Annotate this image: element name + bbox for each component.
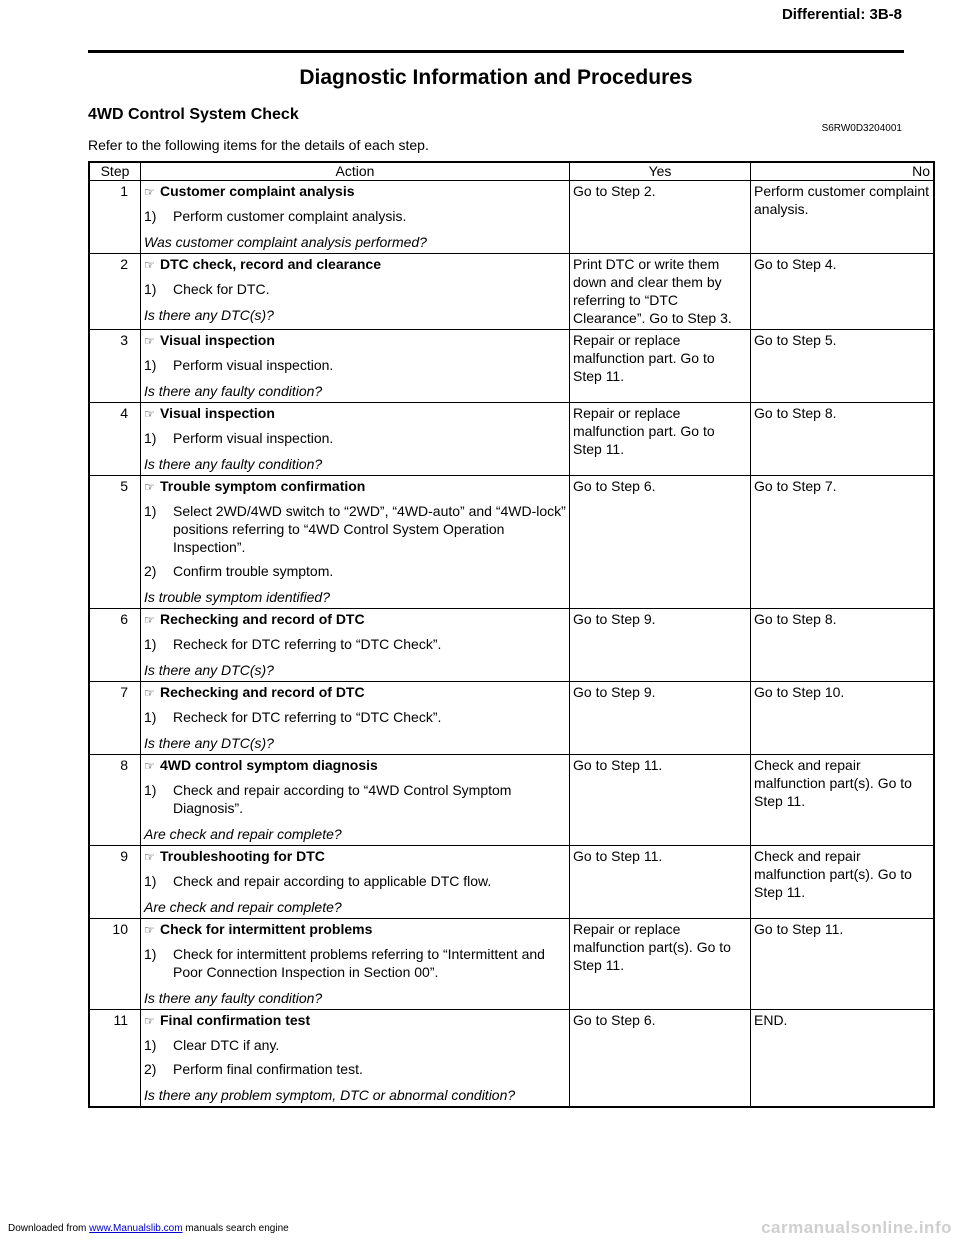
hand-pointing-icon: ☞	[144, 407, 155, 421]
section-title: 4WD Control System Check	[88, 106, 299, 123]
action-title: 4WD control symptom diagnosis	[160, 757, 378, 773]
action-cell	[141, 846, 570, 919]
action-heading	[144, 331, 566, 350]
no-result: END.	[751, 1010, 935, 1108]
action-heading	[144, 756, 566, 775]
no-result: Go to Step 4.	[751, 254, 935, 330]
instruction-text: Check and repair according to applicable DTC flow.	[173, 873, 492, 889]
action-question: Is there any faulty condition?	[144, 456, 323, 472]
yes-result: Print DTC or write them down and clear them by referring to “DTC Clearance”. Go to Step 3.	[570, 254, 751, 330]
header-divider	[88, 50, 904, 53]
action-heading	[144, 404, 566, 423]
instruction-text: Check for DTC.	[173, 281, 270, 297]
step-number: 6	[89, 609, 141, 682]
action-question: Are check and repair complete?	[144, 826, 342, 842]
step-number: 10	[89, 919, 141, 1010]
hand-pointing-icon: ☞	[144, 480, 155, 494]
step-number: 8	[89, 755, 141, 846]
hand-pointing-icon: ☞	[144, 1014, 155, 1028]
instruction-text: Check and repair according to “4WD Control Symptom Diagnosis”.	[173, 782, 512, 816]
hand-pointing-icon: ☞	[144, 759, 155, 773]
action-cell	[141, 330, 570, 403]
action-instruction	[144, 635, 566, 653]
action-instruction	[144, 872, 566, 890]
hand-pointing-icon: ☞	[144, 185, 155, 199]
no-result: Go to Step 11.	[751, 919, 935, 1010]
instruction-number: 2)	[144, 563, 157, 579]
manualslib-link[interactable]: www.Manualslib.com	[89, 1223, 183, 1234]
instruction-text: Confirm trouble symptom.	[173, 563, 334, 579]
action-cell	[141, 919, 570, 1010]
instruction-text: Recheck for DTC referring to “DTC Check”.	[173, 636, 442, 652]
action-instruction	[144, 1036, 566, 1054]
instruction-text: Perform visual inspection.	[173, 357, 334, 373]
instruction-text: Check for intermittent problems referring to “Intermittent and Poor Connection Inspection in Section 00”.	[173, 946, 545, 980]
step-number: 7	[89, 682, 141, 755]
action-title: Customer complaint analysis	[160, 183, 355, 199]
instruction-number: 1)	[144, 946, 157, 962]
action-instruction	[144, 502, 566, 556]
yes-result: Go to Step 9.	[570, 682, 751, 755]
action-cell	[141, 181, 570, 254]
header-step: Step	[89, 162, 141, 181]
action-title: Visual inspection	[160, 332, 275, 348]
action-instruction	[144, 356, 566, 374]
table-row	[89, 919, 934, 1010]
action-title: Visual inspection	[160, 405, 275, 421]
yes-result: Repair or replace malfunction part. Go to Step 11.	[570, 330, 751, 403]
action-title: Rechecking and record of DTC	[160, 611, 365, 627]
action-title: Check for intermittent problems	[160, 921, 373, 937]
action-heading	[144, 610, 566, 629]
table-row	[89, 755, 934, 846]
step-number: 2	[89, 254, 141, 330]
action-title: Trouble symptom confirmation	[160, 478, 366, 494]
action-title: Final confirmation test	[160, 1012, 311, 1028]
no-result: Check and repair malfunction part(s). Go to Step 11.	[751, 846, 935, 919]
step-number: 11	[89, 1010, 141, 1108]
action-title: DTC check, record and clearance	[160, 256, 381, 272]
instruction-text: Select 2WD/4WD switch to “2WD”, “4WD-auto” and “4WD-lock” positions referring to “4WD Control System Operation Inspection”.	[173, 503, 566, 555]
action-instruction	[144, 1060, 566, 1078]
action-cell	[141, 755, 570, 846]
yes-result: Repair or replace malfunction part(s). Go to Step 11.	[570, 919, 751, 1010]
table-row	[89, 330, 934, 403]
instruction-text: Clear DTC if any.	[173, 1037, 280, 1053]
instruction-number: 2)	[144, 1061, 157, 1077]
action-cell	[141, 476, 570, 609]
page-title: Diagnostic Information and Procedures	[299, 66, 693, 89]
action-question: Is there any faulty condition?	[144, 383, 323, 399]
action-heading	[144, 920, 566, 939]
instruction-text: Perform visual inspection.	[173, 430, 334, 446]
action-instruction	[144, 429, 566, 447]
header-no: No	[751, 162, 935, 181]
action-heading	[144, 683, 566, 702]
instruction-number: 1)	[144, 782, 157, 798]
table-row	[89, 476, 934, 609]
action-instruction	[144, 280, 566, 298]
footer-prefix: Downloaded from	[8, 1223, 90, 1234]
instruction-number: 1)	[144, 208, 157, 224]
header-action: Action	[141, 162, 570, 181]
footer-suffix: manuals search engine	[182, 1223, 289, 1234]
instruction-text: Perform customer complaint analysis.	[173, 208, 407, 224]
action-instruction	[144, 562, 566, 580]
instruction-number: 1)	[144, 281, 157, 297]
intro-text: Refer to the following items for the details of each step.	[88, 137, 429, 153]
action-heading	[144, 182, 566, 201]
step-number: 4	[89, 403, 141, 476]
action-instruction	[144, 708, 566, 726]
section-code: S6RW0D3204001	[821, 123, 902, 134]
action-question: Is there any DTC(s)?	[144, 735, 274, 751]
no-result: Check and repair malfunction part(s). Go to Step 11.	[751, 755, 935, 846]
yes-result: Go to Step 11.	[570, 755, 751, 846]
yes-result: Go to Step 6.	[570, 476, 751, 609]
hand-pointing-icon: ☞	[144, 686, 155, 700]
action-question: Are check and repair complete?	[144, 899, 342, 915]
action-question: Is there any DTC(s)?	[144, 307, 274, 323]
yes-result: Go to Step 9.	[570, 609, 751, 682]
no-result: Go to Step 10.	[751, 682, 935, 755]
instruction-number: 1)	[144, 430, 157, 446]
header-yes: Yes	[570, 162, 751, 181]
hand-pointing-icon: ☞	[144, 613, 155, 627]
instruction-text: Perform final confirmation test.	[173, 1061, 363, 1077]
action-title: Rechecking and record of DTC	[160, 684, 365, 700]
table-header-row	[89, 162, 934, 181]
action-heading	[144, 1011, 566, 1030]
table-row	[89, 181, 934, 254]
instruction-number: 1)	[144, 1037, 157, 1053]
action-title: Troubleshooting for DTC	[160, 848, 325, 864]
table-row	[89, 609, 934, 682]
download-footer	[8, 1223, 289, 1234]
instruction-number: 1)	[144, 503, 157, 519]
hand-pointing-icon: ☞	[144, 923, 155, 937]
step-number: 1	[89, 181, 141, 254]
instruction-number: 1)	[144, 636, 157, 652]
hand-pointing-icon: ☞	[144, 258, 155, 272]
action-heading	[144, 255, 566, 274]
yes-result: Go to Step 2.	[570, 181, 751, 254]
action-instruction	[144, 781, 566, 817]
action-heading	[144, 477, 566, 496]
hand-pointing-icon: ☞	[144, 334, 155, 348]
action-instruction	[144, 945, 566, 981]
step-number: 5	[89, 476, 141, 609]
watermark: carmanualsonline.info	[761, 1218, 952, 1237]
action-question: Is trouble symptom identified?	[144, 589, 330, 605]
yes-result: Repair or replace malfunction part. Go to Step 11.	[570, 403, 751, 476]
action-question: Is there any DTC(s)?	[144, 662, 274, 678]
diagnosis-steps-table	[88, 161, 935, 1108]
table-row	[89, 254, 934, 330]
action-cell	[141, 609, 570, 682]
page-header-title: Differential: 3B-8	[781, 6, 902, 23]
yes-result: Go to Step 6.	[570, 1010, 751, 1108]
action-cell	[141, 254, 570, 330]
action-question: Is there any problem symptom, DTC or abnormal condition?	[144, 1087, 516, 1103]
action-instruction	[144, 207, 566, 225]
table-row	[89, 846, 934, 919]
action-cell	[141, 403, 570, 476]
instruction-number: 1)	[144, 709, 157, 725]
table-row	[89, 682, 934, 755]
instruction-number: 1)	[144, 873, 157, 889]
instruction-text: Recheck for DTC referring to “DTC Check”.	[173, 709, 442, 725]
no-result: Go to Step 8.	[751, 403, 935, 476]
yes-result: Go to Step 11.	[570, 846, 751, 919]
no-result: Go to Step 7.	[751, 476, 935, 609]
instruction-number: 1)	[144, 357, 157, 373]
table-body	[89, 181, 934, 1108]
table-row	[89, 403, 934, 476]
hand-pointing-icon: ☞	[144, 850, 155, 864]
no-result: Go to Step 5.	[751, 330, 935, 403]
step-number: 3	[89, 330, 141, 403]
action-cell	[141, 1010, 570, 1108]
table-row	[89, 1010, 934, 1108]
no-result: Perform customer complaint analysis.	[751, 181, 935, 254]
action-question: Was customer complaint analysis performed?	[144, 234, 427, 250]
action-heading	[144, 847, 566, 866]
action-question: Is there any faulty condition?	[144, 990, 323, 1006]
action-cell	[141, 682, 570, 755]
no-result: Go to Step 8.	[751, 609, 935, 682]
step-number: 9	[89, 846, 141, 919]
